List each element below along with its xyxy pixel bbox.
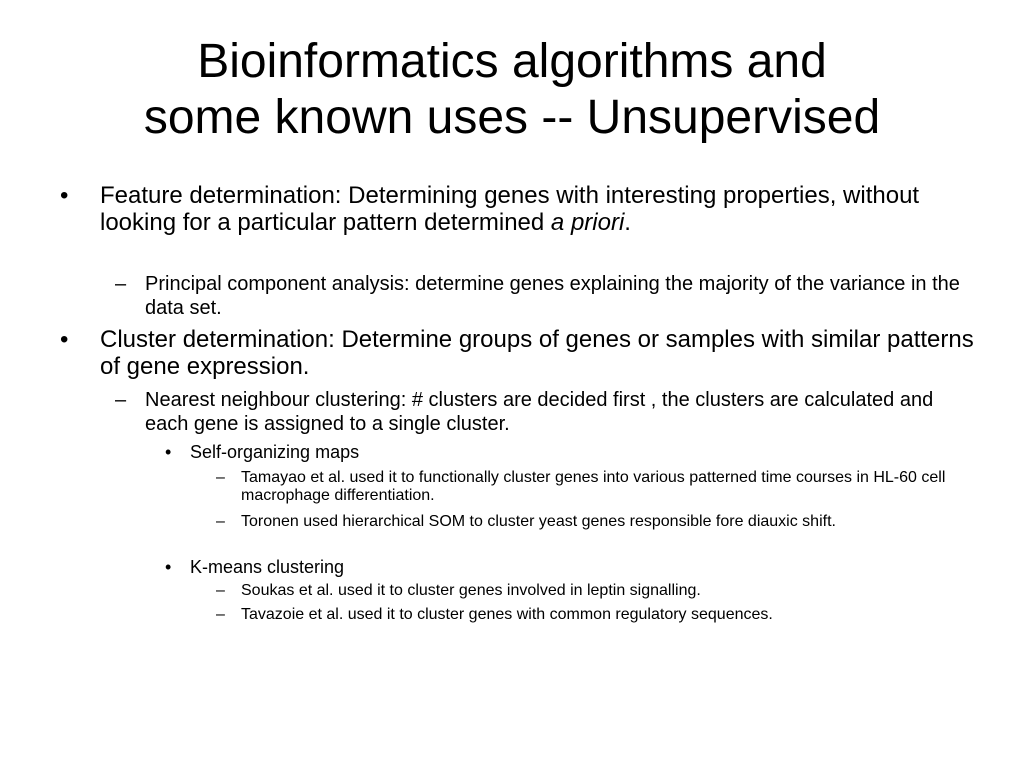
subsubbullet-kmeans xyxy=(165,556,950,578)
detail-tamayao xyxy=(216,469,961,505)
subsubbullet-som xyxy=(165,441,950,463)
bullet-marker: • xyxy=(60,326,69,353)
bullet-cluster-determination xyxy=(60,326,980,380)
subbullet-text: Principal component analysis: determine genes explaining the majority of the variance in the data set. xyxy=(145,273,960,319)
dash-marker: – xyxy=(216,606,225,623)
subbullet-text: Nearest neighbour clustering: # clusters are decided first , the clusters are calculated and each gene is assigned to a single cluster. xyxy=(145,389,934,435)
dash-marker: – xyxy=(115,389,127,411)
dash-marker: – xyxy=(216,513,225,530)
dash-marker: – xyxy=(115,273,127,295)
subbullet-pca xyxy=(115,272,960,320)
bullet-marker: • xyxy=(165,442,172,462)
bullet-marker: • xyxy=(60,182,69,209)
dash-marker: – xyxy=(216,582,225,599)
subsubbullet-text: Self-organizing maps xyxy=(190,442,360,462)
detail-tavazoie xyxy=(216,606,961,624)
subbullet-nearest-neighbour xyxy=(115,388,960,436)
bullet-text: Cluster determination: Determine groups of genes or samples with similar patterns of gene expression. xyxy=(100,326,974,380)
bullet-text: Feature determination: Determining genes with interesting properties, without looking for a particular pattern determined xyxy=(100,182,920,236)
title-line-2: some known uses -- Unsupervised xyxy=(143,91,881,144)
detail-text: Toronen used hierarchical SOM to cluster yeast genes responsible fore diauxic shift. xyxy=(241,513,836,530)
title-line-1: Bioinformatics algorithms and xyxy=(197,35,827,88)
detail-soukas xyxy=(216,582,961,600)
bullet-text-end: . xyxy=(624,209,631,236)
subsubbullet-text: K-means clustering xyxy=(190,557,345,577)
dash-marker: – xyxy=(216,469,225,486)
detail-toronen xyxy=(216,513,961,531)
detail-text: Tavazoie et al. used it to cluster genes with common regulatory sequences. xyxy=(241,606,773,623)
bullet-text-italic: a priori xyxy=(550,209,625,236)
detail-text: Tamayao et al. used it to functionally cluster genes into various patterned time courses in HL-60 cell macrophage differentiation. xyxy=(241,469,946,504)
bullet-feature-determination xyxy=(60,182,980,236)
detail-text: Soukas et al. used it to cluster genes involved in leptin signalling. xyxy=(241,582,701,599)
slide-title xyxy=(40,34,984,146)
bullet-marker: • xyxy=(165,557,172,577)
